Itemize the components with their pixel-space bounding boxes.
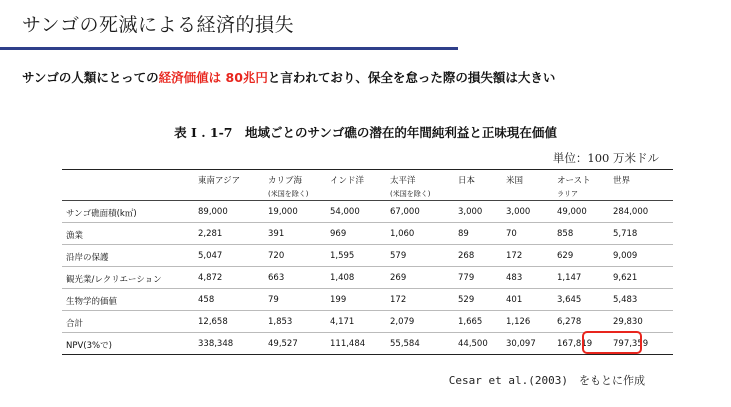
table-cell: 2,281 <box>198 229 223 239</box>
table-cell: 338,348 <box>198 339 234 349</box>
table-cell: 9,009 <box>613 251 638 261</box>
table-cell: 79 <box>268 295 279 305</box>
page-title: サンゴの死滅による経済的損失 <box>22 14 295 36</box>
table-cell: 89 <box>458 229 469 239</box>
table-cell: 969 <box>330 229 347 239</box>
table-cell: 2,079 <box>390 317 415 327</box>
table-cell: 1,060 <box>390 229 415 239</box>
table-cell: 629 <box>557 251 574 261</box>
table-cell: 6,278 <box>557 317 582 327</box>
header-cell-caribbean: カリブ海 (米国を除く) <box>268 176 309 198</box>
header-cell-world: 世界 <box>613 176 631 186</box>
table-cell: 89,000 <box>198 207 228 217</box>
header-cell-label <box>62 170 194 201</box>
header-cell-australia: オースト ラリア <box>557 176 591 198</box>
table-cell: 30,097 <box>506 339 536 349</box>
table-cell: 483 <box>506 273 523 283</box>
table-cell: 3,645 <box>557 295 582 305</box>
table-cell: 5,483 <box>613 295 638 305</box>
header-cell-pacific: 太平洋 (米国を除く) <box>390 176 431 198</box>
table-cell: 284,000 <box>613 207 649 217</box>
coral-value-table <box>62 169 673 355</box>
table-row <box>62 267 673 289</box>
world-npv-highlight-box <box>582 331 642 354</box>
table-cell: 663 <box>268 273 285 283</box>
table-cell: 5,047 <box>198 251 223 261</box>
row-label: 合計 <box>66 319 84 329</box>
table-cell: 391 <box>268 229 285 239</box>
table-cell: 4,872 <box>198 273 223 283</box>
table-unit: 単位：100 万米ドル <box>552 151 659 165</box>
header-cell-southeast-asia: 東南アジア <box>198 176 241 186</box>
table-cell: 268 <box>458 251 475 261</box>
row-label: 沿岸の保護 <box>66 253 109 263</box>
title-divider <box>0 47 458 50</box>
citation-text: Cesar et al.(2003) をもとに作成 <box>448 374 645 387</box>
table-cell: 9,621 <box>613 273 638 283</box>
table-cell: 55,584 <box>390 339 420 349</box>
table-cell: 172 <box>390 295 407 305</box>
header-cell-usa: 米国 <box>506 176 524 186</box>
table-cell: 1,408 <box>330 273 355 283</box>
table-row <box>62 245 673 267</box>
summary-highlight: 経済価値は 80兆円 <box>158 70 268 85</box>
table-cell: 1,147 <box>557 273 582 283</box>
table-cell: 579 <box>390 251 407 261</box>
table-cell: 44,500 <box>458 339 488 349</box>
table-cell: 529 <box>458 295 475 305</box>
table-cell: 70 <box>506 229 517 239</box>
table-cell: 720 <box>268 251 285 261</box>
summary-before: サンゴの人類にとっての <box>22 70 159 85</box>
table-cell: 111,484 <box>330 339 366 349</box>
header-cell-indian-ocean: インド洋 <box>330 176 365 186</box>
table-cell: 3,000 <box>458 207 483 217</box>
table-cell: 1,665 <box>458 317 483 327</box>
table-cell: 779 <box>458 273 475 283</box>
table-cell: 49,000 <box>557 207 587 217</box>
table-cell: 199 <box>330 295 347 305</box>
row-label: 漁業 <box>66 231 84 241</box>
table-header-row <box>62 170 673 201</box>
table-cell: 29,830 <box>613 317 643 327</box>
table-cell: 4,171 <box>330 317 355 327</box>
table-row <box>62 201 673 223</box>
table-cell: 172 <box>506 251 523 261</box>
table-cell: 1,126 <box>506 317 531 327</box>
table-cell: 458 <box>198 295 215 305</box>
row-label: 観光業/レクリエーション <box>66 275 162 285</box>
table-cell: 401 <box>506 295 523 305</box>
row-label: サンゴ礁面積(k㎡) <box>66 209 137 219</box>
table-row-total <box>62 311 673 333</box>
table-cell: 167,819 <box>557 339 593 349</box>
table-cell: 12,658 <box>198 317 228 327</box>
table-cell: 5,718 <box>613 229 638 239</box>
row-label: 生物学的価値 <box>66 297 118 307</box>
table-cell: 49,527 <box>268 339 298 349</box>
table-cell-world-npv: 797,359 <box>613 339 649 349</box>
table-cell: 19,000 <box>268 207 298 217</box>
table-cell: 269 <box>390 273 407 283</box>
header-cell-japan: 日本 <box>458 176 476 186</box>
table-row <box>62 223 673 245</box>
table-cell: 1,595 <box>330 251 355 261</box>
summary-after: と言われており、保全を怠った際の損失額は大きい <box>267 70 556 85</box>
summary-text <box>22 68 555 86</box>
table-cell: 54,000 <box>330 207 360 217</box>
table-cell: 67,000 <box>390 207 420 217</box>
row-label: NPV(3%で) <box>66 341 112 351</box>
table-cell: 858 <box>557 229 574 239</box>
table-row <box>62 289 673 311</box>
table-caption: 表 I . 1-7 地域ごとのサンゴ礁の潜在的年間純利益と正味現在価値 <box>174 125 557 140</box>
table-cell: 1,853 <box>268 317 293 327</box>
table-cell: 3,000 <box>506 207 531 217</box>
